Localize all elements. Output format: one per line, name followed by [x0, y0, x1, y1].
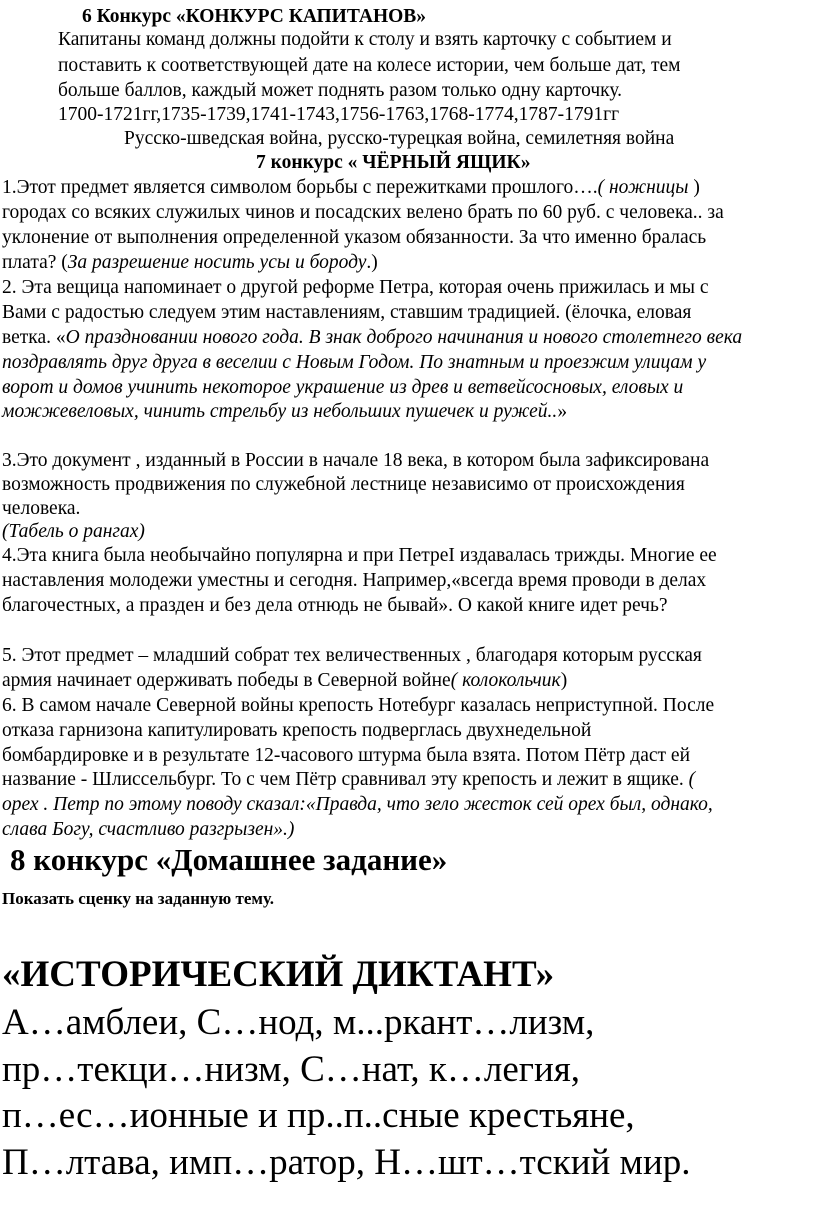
q2-line-4: поздравлять друг друга в веселии с Новым Годом. По знатным и проезжим улицам у: [2, 352, 707, 373]
q2-line-1: 2. Эта вещица напоминает о другой реформе Петра, которая очень прижилась и мы с: [2, 277, 709, 298]
q1-answer: ( ножницы: [597, 177, 689, 198]
q1-line-4-answer: За разрешение носить усы и бороду: [67, 252, 367, 273]
q2-line-3: [2, 325, 742, 351]
q2-line-6: [2, 399, 567, 425]
q1-line-2: городах со всяких служилых чинов и посадских велено брать по 60 руб. с человека.. за: [2, 202, 724, 223]
q6-line-1: 6. В самом начале Северной войны крепость Нотебург казалась неприступной. После: [2, 695, 715, 716]
dictation-line-2: пр…текци…низм, С…нат, к…легия,: [2, 1049, 581, 1090]
q2-line-3-text: ветка. «: [2, 327, 66, 348]
q6-line-5: орех . Петр по этому поводу сказал:«Правда, что зело жесток сей орех был, однако,: [2, 794, 713, 815]
q6-line-6: слава Богу, счастливо разгрызен».): [2, 819, 295, 840]
q5-line-1: 5. Этот предмет – младший собрат тех величественных , благодаря которым русская: [2, 645, 702, 666]
q3-line-3: человека.: [2, 498, 81, 519]
q5-line-2-end: ): [560, 670, 568, 691]
contest6-line-3: больше баллов, каждый может поднять разом только одну карточку.: [58, 80, 623, 101]
q4-line-3: благочестных, а празден и без дела отнюдь не бывай». О какой книге идет речь?: [2, 595, 668, 616]
q6-line-4-text: название - Шлиссельбург. То с чем Пётр сравнивал эту крепость и лежит в ящике.: [2, 769, 689, 790]
q6-line-4-italic: (: [688, 769, 696, 790]
dictation-line-1: А…амблеи, С…нод, м...ркант…лизм,: [2, 1002, 595, 1043]
q1-line-4-text: плата? (: [2, 252, 68, 273]
q2-line-6-end: »: [557, 401, 568, 422]
q4-line-2: наставления молодежи уместны и сегодня. Например,«всегда время проводи в делах: [2, 570, 707, 591]
contest7-heading: 7 конкурс « ЧЁРНЫЙ ЯЩИК»: [256, 152, 531, 173]
q2-line-6-italic: можжевеловых, чинить стрельбу из небольших пушечек и ружей..: [2, 401, 558, 422]
q1-question-text: 1.Этот предмет является символом борьбы с пережитками прошлого….: [2, 177, 598, 198]
q2-line-2: Вами с радостью следуем этим наставлениям, ставшим традицией. (ёлочка, еловая: [2, 302, 692, 323]
q5-answer: ( колокольчик: [450, 670, 561, 691]
contest8-task: Показать сценку на заданную тему.: [2, 889, 275, 908]
q3-line-1: 3.Это документ , изданный в России в начале 18 века, в котором была зафиксирована: [2, 450, 710, 471]
contest6-line-1: Капитаны команд должны подойти к столу и взять карточку с событием и: [58, 29, 672, 50]
contest6-line-2: поставить к соответствующей дате на колесе истории, чем больше дат, тем: [58, 55, 681, 76]
contest6-dates: 1700-1721гг,1735-1739,1741-1743,1756-1763,1768-1774,1787-1791гг: [58, 104, 620, 125]
q1-line-3: уклонение от выполнения определенной указом обязанности. За что именно бралась: [2, 227, 707, 248]
q3-line-2: возможность продвижения по служебной лестнице независимо от происхождения: [2, 474, 685, 495]
q1-line-1: [2, 175, 700, 201]
dictation-line-4: П…лтава, имп…ратор, Н…шт…тский мир.: [2, 1142, 691, 1183]
q5-line-2-text: армия начинает одерживать победы в Северной войне: [2, 670, 451, 691]
q3-answer: (Табель о рангах): [2, 521, 145, 542]
q6-line-4: [2, 767, 695, 793]
q1-line-4: [2, 250, 378, 276]
q4-line-1: 4.Эта книга была необычайно популярна и при ПетреI издавалась трижды. Многие ее: [2, 545, 717, 566]
q2-line-3-italic: О праздновании нового года. В знак доброго начинания и нового столетнего века: [65, 327, 743, 348]
q6-line-2: отказа гарнизона капитулировать крепость подверглась двухнедельной: [2, 720, 592, 741]
q1-line-4-end: .): [366, 252, 378, 273]
q5-line-2: [2, 668, 567, 694]
dictation-line-3: п…ес…ионные и пр..п..сные крестьяне,: [2, 1095, 635, 1136]
q6-line-3: бомбардировке и в результате 12-часового штурма была взята. Потом Пётр даст ей: [2, 745, 691, 766]
contest6-wars: Русско-шведская война, русско-турецкая война, семилетняя война: [124, 128, 675, 149]
q1-paren: ): [688, 177, 700, 198]
contest8-heading: 8 конкурс «Домашнее задание»: [10, 842, 448, 877]
dictation-title: «ИСТОРИЧЕСКИЙ ДИКТАНТ»: [2, 954, 555, 995]
q2-line-5: ворот и домов учинить некоторое украшение из древ и ветвейсосновых, еловых и: [2, 377, 684, 398]
contest6-heading: 6 Конкурс «КОНКУРС КАПИТАНОВ»: [82, 6, 427, 27]
